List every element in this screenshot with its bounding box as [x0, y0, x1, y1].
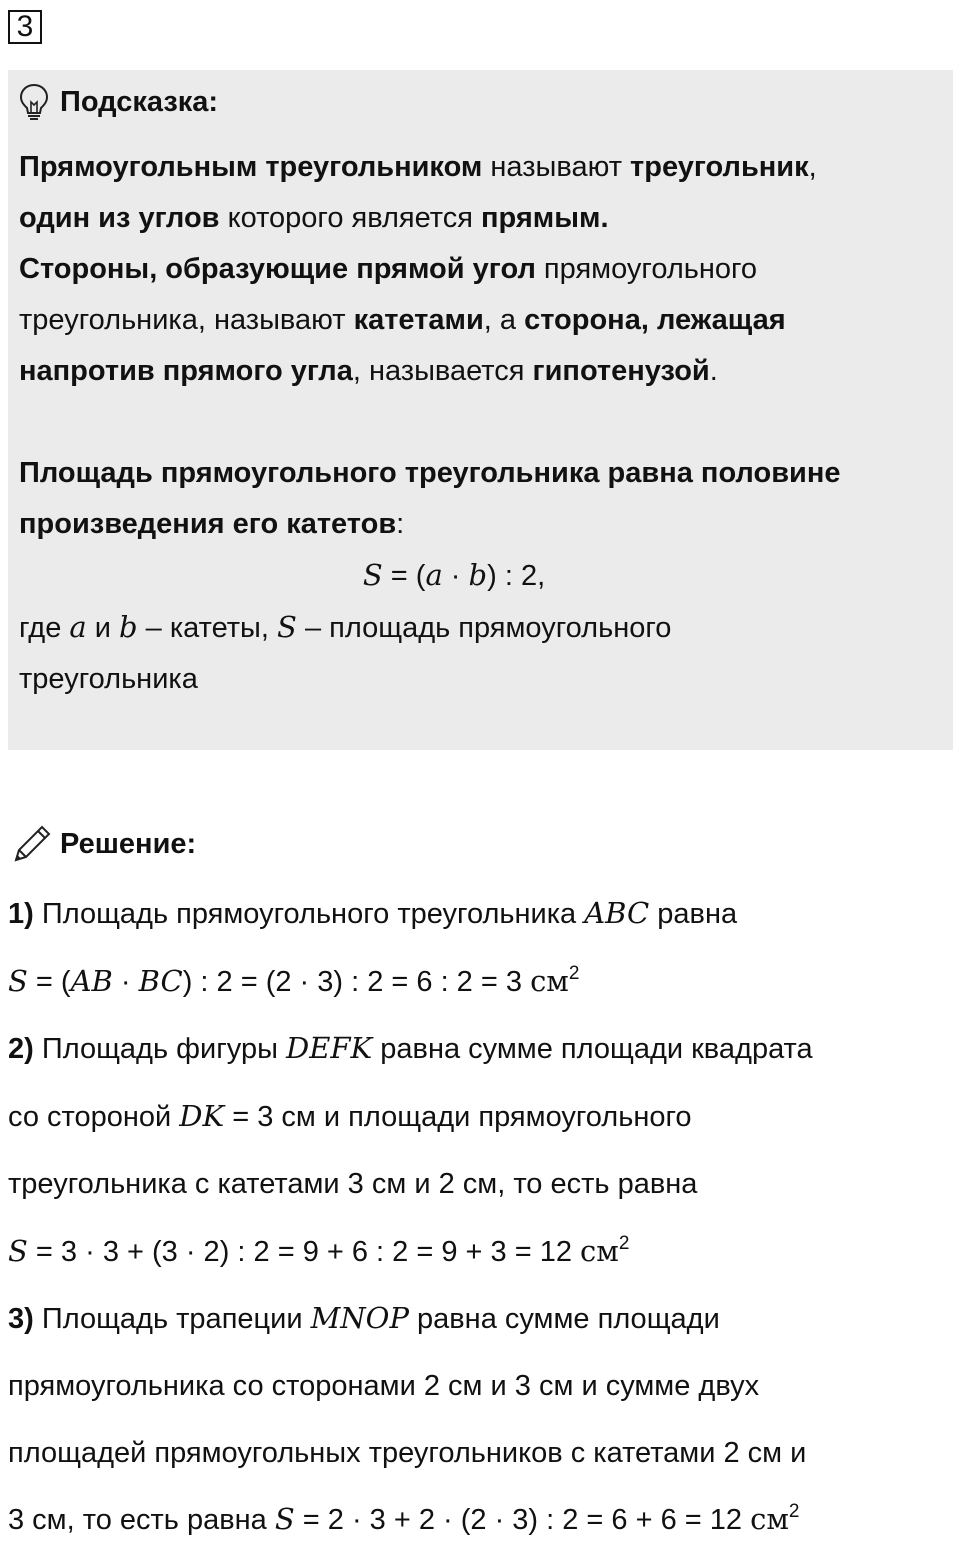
text: = 3 см и площади прямоугольного — [224, 1101, 692, 1134]
text: · — [112, 965, 139, 998]
lightbulb-icon — [18, 82, 50, 122]
spacer — [19, 397, 939, 448]
hint-line-1 — [19, 142, 939, 193]
hint-line-9: треугольника — [19, 663, 198, 695]
text: ) : 2 = (2 · 3) : 2 = 6 : 2 = 3 — [182, 965, 531, 998]
unit: см — [530, 963, 569, 998]
text: · — [442, 560, 469, 592]
step-3-line-2: прямоугольника со сторонами 2 см и 3 см и сумме двух — [8, 1369, 760, 1402]
step-number: 1) — [8, 898, 34, 930]
hint-line-5 — [19, 346, 939, 397]
step-3-line-3: площадей прямоугольных треугольников с катетами 2 см и — [8, 1436, 807, 1469]
var-defk: DEFK — [286, 1031, 373, 1066]
step-2-line-2 — [8, 1083, 953, 1151]
var-S: S — [274, 1502, 295, 1537]
text: = ( — [382, 560, 426, 592]
term-one-angle: один из углов — [19, 202, 220, 234]
text: . — [709, 355, 718, 387]
hint-line-7 — [19, 499, 939, 550]
hint-line-6: Площадь прямоугольного треугольника равна половине — [19, 457, 841, 489]
hint-line-2 — [19, 193, 939, 244]
task-number: 3 — [8, 10, 42, 44]
term-product-legs: произведения его катетов — [19, 508, 397, 540]
term-right-triangle: Прямоугольным треугольником — [19, 151, 483, 183]
term-legs: катетами — [353, 304, 484, 336]
step-number: 2) — [8, 1033, 34, 1066]
step-3-line-4 — [8, 1486, 953, 1554]
hint-title: Подсказка: — [60, 85, 219, 118]
step-1-line-2 — [8, 948, 953, 1016]
var-S: S — [362, 558, 383, 592]
text: , — [808, 151, 817, 183]
text: 3 см, то есть равна — [8, 1504, 275, 1537]
var-S: S — [277, 610, 297, 644]
solution-text — [8, 880, 953, 1554]
pencil-icon — [10, 822, 54, 866]
term-side-opposite: сторона, лежащая — [524, 304, 786, 336]
exponent: 2 — [788, 1501, 800, 1523]
text: которого является — [219, 202, 481, 234]
step-2-line-1 — [8, 1015, 953, 1083]
text: = 3 · 3 + (3 · 2) : 2 = 9 + 6 : 2 = 9 + 3 = 12 — [27, 1235, 581, 1268]
hint-box — [8, 70, 953, 750]
var-S: S — [8, 963, 28, 998]
text: Площадь прямоугольного треугольника — [33, 898, 585, 930]
step-2-line-3: треугольника с катетами 3 см и 2 см, то есть равна — [8, 1167, 698, 1200]
text: называют — [482, 151, 631, 183]
step-1-line-1 — [8, 880, 953, 948]
solution-header — [10, 822, 196, 866]
hint-line-3 — [19, 244, 939, 295]
var-b: b — [468, 558, 488, 592]
text: со стороной — [8, 1101, 180, 1134]
unit: см — [750, 1502, 789, 1537]
step-number: 3) — [8, 1303, 34, 1336]
text: – катеты, — [137, 612, 278, 644]
text: где — [19, 612, 70, 644]
text: треугольника, называют — [19, 304, 354, 336]
hint-line-4 — [19, 295, 939, 346]
step-3-line-1 — [8, 1285, 953, 1353]
solution-title: Решение: — [60, 827, 197, 860]
unit: см — [580, 1233, 619, 1268]
var-bc: BC — [138, 963, 183, 998]
var-a: a — [425, 558, 443, 592]
term-hypotenuse: гипотенузой — [532, 355, 710, 387]
var-S: S — [8, 1233, 28, 1268]
text: , а — [483, 304, 525, 336]
text: Площадь фигуры — [33, 1033, 286, 1066]
text: равна — [649, 898, 738, 930]
exponent: 2 — [618, 1232, 630, 1254]
hint-line-8 — [19, 602, 939, 654]
text: : — [396, 508, 405, 540]
text: , называется — [352, 355, 533, 387]
term-triangle: треугольник — [630, 151, 809, 183]
text: и — [86, 612, 120, 644]
var-dk: DK — [179, 1099, 225, 1134]
var-a: a — [69, 610, 87, 644]
text: ) : 2, — [487, 560, 546, 592]
text: = ( — [27, 965, 71, 998]
var-abc: ABC — [584, 896, 650, 930]
term-right: прямым. — [481, 202, 609, 234]
text: = 2 · 3 + 2 · (2 · 3) : 2 = 6 + 6 = 12 — [294, 1504, 751, 1537]
hint-text — [19, 142, 939, 705]
var-ab: AB — [70, 963, 113, 998]
step-2-line-4 — [8, 1218, 953, 1286]
var-b: b — [119, 610, 138, 644]
text: – площадь прямоугольного — [296, 612, 672, 644]
text: прямоугольного — [535, 253, 758, 285]
area-formula — [19, 550, 939, 602]
text: Площадь трапеции — [33, 1303, 311, 1336]
hint-header — [18, 82, 218, 122]
exponent: 2 — [568, 962, 580, 984]
text: равна сумме площади — [408, 1303, 720, 1336]
var-mnop: MNOP — [310, 1301, 409, 1336]
term-sides: Стороны, образующие прямой угол — [19, 253, 536, 285]
text: равна сумме площади квадрата — [372, 1033, 813, 1066]
term-opposite-right-angle: напротив прямого угла — [19, 355, 353, 387]
